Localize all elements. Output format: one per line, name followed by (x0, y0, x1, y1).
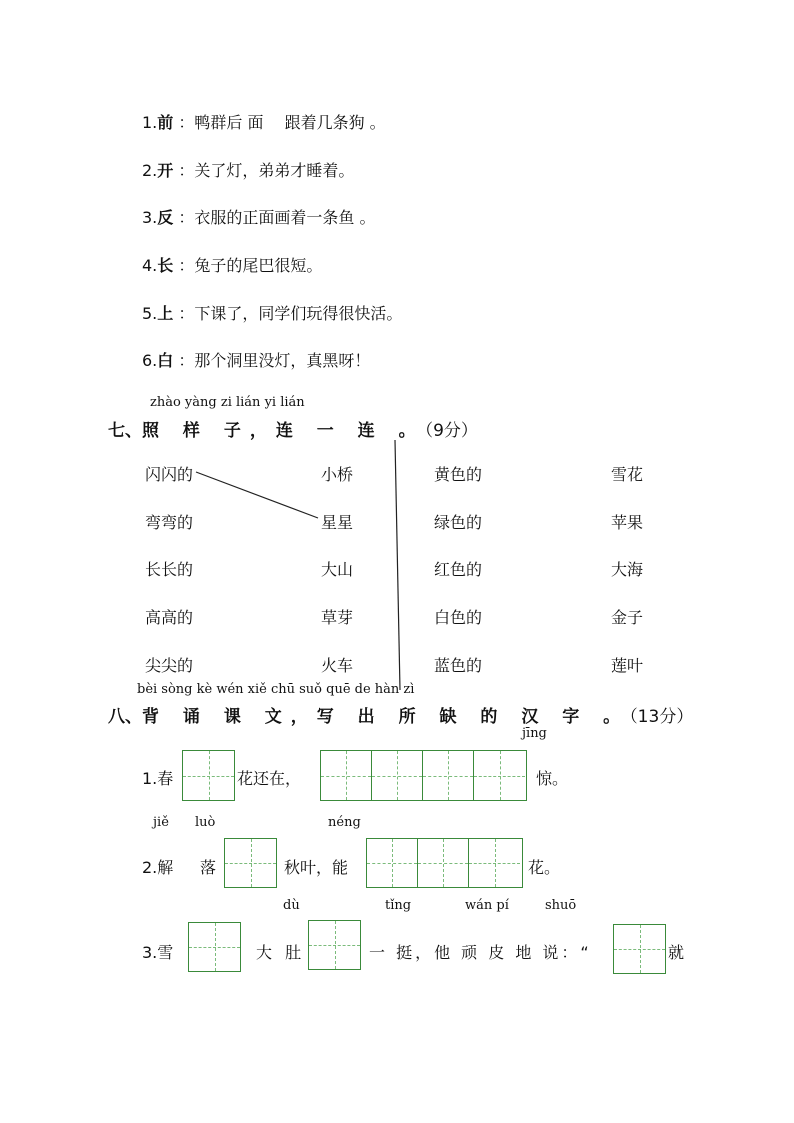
match-color-right[interactable]: 莲叶 (611, 656, 644, 675)
poem-text: 惊。 (536, 769, 569, 788)
separator: ： (178, 351, 195, 370)
writing-grid[interactable] (613, 924, 666, 974)
grid-cell[interactable] (418, 839, 469, 887)
poem-text: 雪 (157, 943, 174, 962)
match-word-left[interactable]: 弯弯的 (145, 513, 194, 532)
match-color-left[interactable]: 白色的 (434, 608, 483, 627)
writing-grid[interactable] (366, 838, 523, 888)
match-color-left[interactable]: 红色的 (434, 560, 483, 579)
poem-line-start (142, 855, 173, 878)
match-word-right[interactable]: 小桥 (321, 465, 354, 484)
separator: ： (178, 208, 195, 227)
poem-line-start (142, 940, 173, 963)
divider-line (395, 440, 400, 690)
match-word-left[interactable]: 长长的 (145, 560, 194, 579)
item-number: 6. (142, 351, 158, 370)
match-word-right[interactable]: 草芽 (321, 608, 354, 627)
match-color-right[interactable]: 苹果 (611, 513, 644, 532)
section-title-text: 照 样 子，连 一 连 。 (142, 421, 425, 441)
match-word-left[interactable]: 尖尖的 (145, 656, 194, 675)
sentence-text: 鸭群后 面 跟着几条狗 。 (194, 113, 386, 132)
item-number: 3. (142, 943, 158, 962)
section8-title (108, 702, 693, 727)
separator: ： (178, 113, 195, 132)
poem-text: 大 肚 (256, 943, 306, 962)
sentence-text: 关了灯，弟弟才睡着。 (194, 161, 355, 180)
item-number: 1. (142, 113, 158, 132)
section-score: （9分） (424, 421, 478, 441)
poem-text: 花。 (528, 858, 561, 877)
pinyin-hint: wán pí (465, 898, 509, 913)
match-color-left[interactable]: 绿色的 (434, 513, 483, 532)
item-number: 3. (142, 208, 158, 227)
key-word: 反 (157, 208, 174, 227)
match-word-left[interactable]: 高高的 (145, 608, 194, 627)
section8-pinyin: bèi sòng kè wén xiě chū suǒ quē de hàn zì (137, 682, 415, 697)
poem-text: 一 挺，他 顽 皮 地 说：“ (369, 943, 592, 962)
section7-pinyin: zhào yàng zi lián yi lián (150, 395, 305, 410)
section-score: （13分） (629, 707, 694, 727)
item-number: 4. (142, 256, 158, 275)
writing-grid[interactable] (182, 750, 235, 801)
match-word-left[interactable]: 闪闪的 (145, 465, 194, 484)
grid-cell[interactable] (309, 921, 360, 969)
poem-text: 就 (668, 943, 685, 962)
sentence-text: 衣服的正面画着一条鱼 。 (194, 208, 376, 227)
poem-text: 秋叶，能 (284, 858, 349, 877)
match-color-left[interactable]: 黄色的 (434, 465, 483, 484)
item-number: 2. (142, 161, 158, 180)
poem-line-start (142, 766, 173, 789)
grid-cell[interactable] (189, 923, 240, 971)
item-number: 5. (142, 304, 158, 323)
separator: ： (178, 161, 195, 180)
pinyin-hint: shuō (545, 898, 577, 913)
pinyin-hint: luò (195, 815, 216, 830)
key-word: 上 (157, 304, 174, 323)
match-word-right[interactable]: 火车 (321, 656, 354, 675)
writing-grid[interactable] (188, 922, 241, 972)
pinyin-hint: dù (283, 898, 300, 913)
grid-cell[interactable] (423, 751, 474, 800)
match-word-right[interactable]: 星星 (321, 513, 354, 532)
section-title-text: 背 诵 课 文，写 出 所 缺 的 汉 字 。 (142, 707, 630, 727)
match-color-right[interactable]: 金子 (611, 608, 644, 627)
grid-cell[interactable] (469, 839, 520, 887)
example-connector-line (196, 472, 318, 518)
grid-cell[interactable] (474, 751, 525, 800)
poem-text: 花还在， (237, 769, 302, 788)
grid-cell[interactable] (183, 751, 234, 800)
match-word-right[interactable]: 大山 (321, 560, 354, 579)
pinyin-hint: jīng (522, 726, 547, 741)
item-number: 1. (142, 769, 158, 788)
writing-grid[interactable] (308, 920, 361, 970)
writing-grid[interactable] (320, 750, 527, 801)
pinyin-hint: tǐng (385, 898, 412, 913)
grid-cell[interactable] (614, 925, 665, 973)
match-color-right[interactable]: 大海 (611, 560, 644, 579)
key-word: 白 (157, 351, 174, 370)
poem-text: 春 (157, 769, 174, 788)
sentence-text: 兔子的尾巴很短。 (194, 256, 323, 275)
section-number: 七、 (108, 421, 142, 441)
match-color-right[interactable]: 雪花 (611, 465, 644, 484)
writing-grid[interactable] (224, 838, 277, 888)
grid-cell[interactable] (372, 751, 423, 800)
key-word: 开 (157, 161, 174, 180)
sentence-text: 下课了，同学们玩得很快活。 (194, 304, 403, 323)
poem-text: 解 (157, 858, 174, 877)
grid-cell[interactable] (321, 751, 372, 800)
grid-cell[interactable] (367, 839, 418, 887)
separator: ： (178, 256, 195, 275)
pinyin-hint: jiě (153, 815, 169, 830)
separator: ： (178, 304, 195, 323)
sentence-text: 那个洞里没灯，真黑呀！ (194, 351, 371, 370)
pinyin-hint: néng (328, 815, 361, 830)
item-number: 2. (142, 858, 158, 877)
grid-cell[interactable] (225, 839, 276, 887)
key-word: 长 (157, 256, 174, 275)
section-number: 八、 (108, 707, 142, 727)
key-word: 前 (157, 113, 174, 132)
poem-text: 落 (200, 858, 217, 877)
match-color-left[interactable]: 蓝色的 (434, 656, 483, 675)
